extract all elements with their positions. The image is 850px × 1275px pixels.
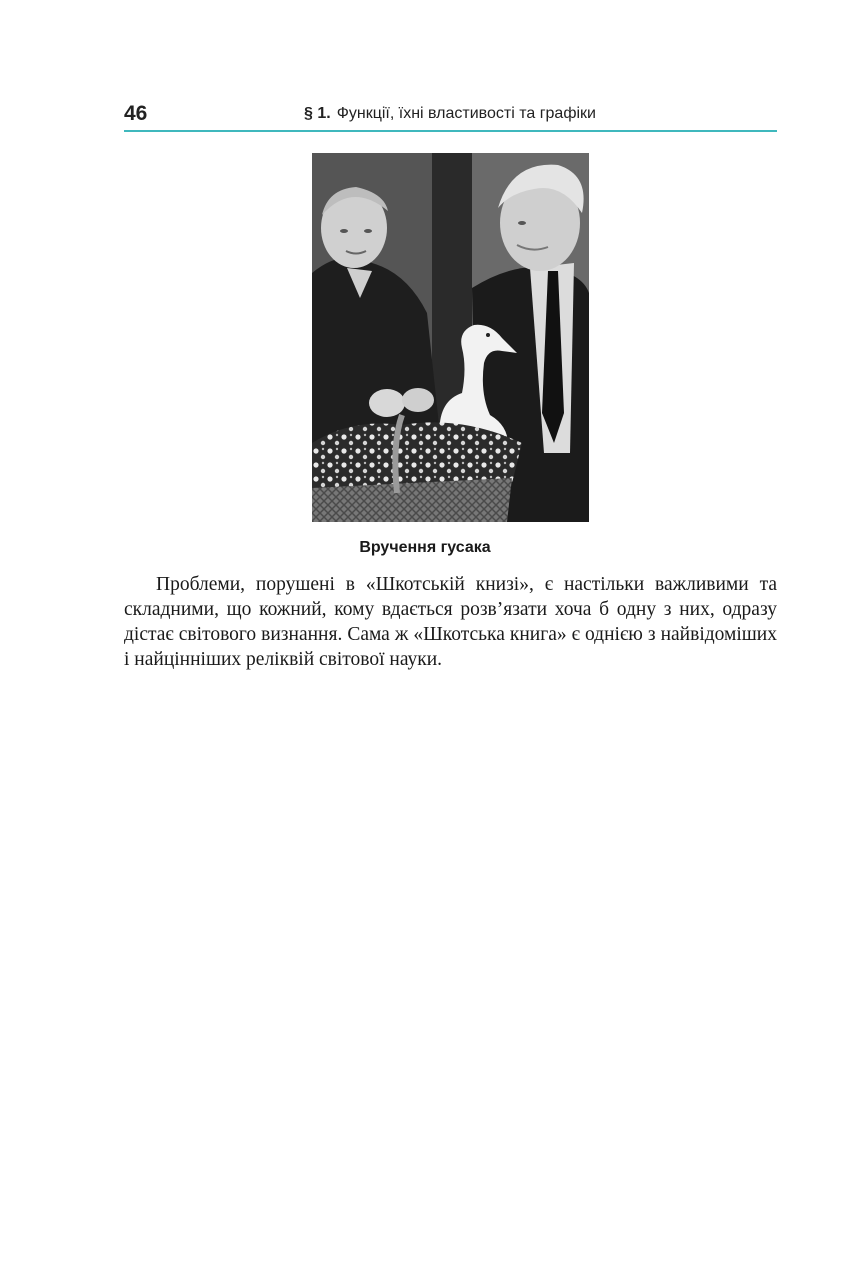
page-header <box>124 100 777 132</box>
running-head <box>304 105 596 123</box>
page-number: 46 <box>124 102 148 125</box>
section-title: Функції, їхні властивості та графіки <box>336 105 596 122</box>
section-mark: § 1. <box>304 105 331 122</box>
body-paragraph: Проблеми, порушені в «Шкотській книзі», є настільки важливими та складними, що кожний, кому вдається розв’язати хоча б одну з них, одразу дістає світового визнання. Сама ж «Шкотська книга» є однією з найвідоміших і найцінніших реліквій світової науки. <box>124 574 777 670</box>
goose-presentation-photo <box>312 153 589 522</box>
figure-caption: Вручення гусака <box>359 539 491 556</box>
